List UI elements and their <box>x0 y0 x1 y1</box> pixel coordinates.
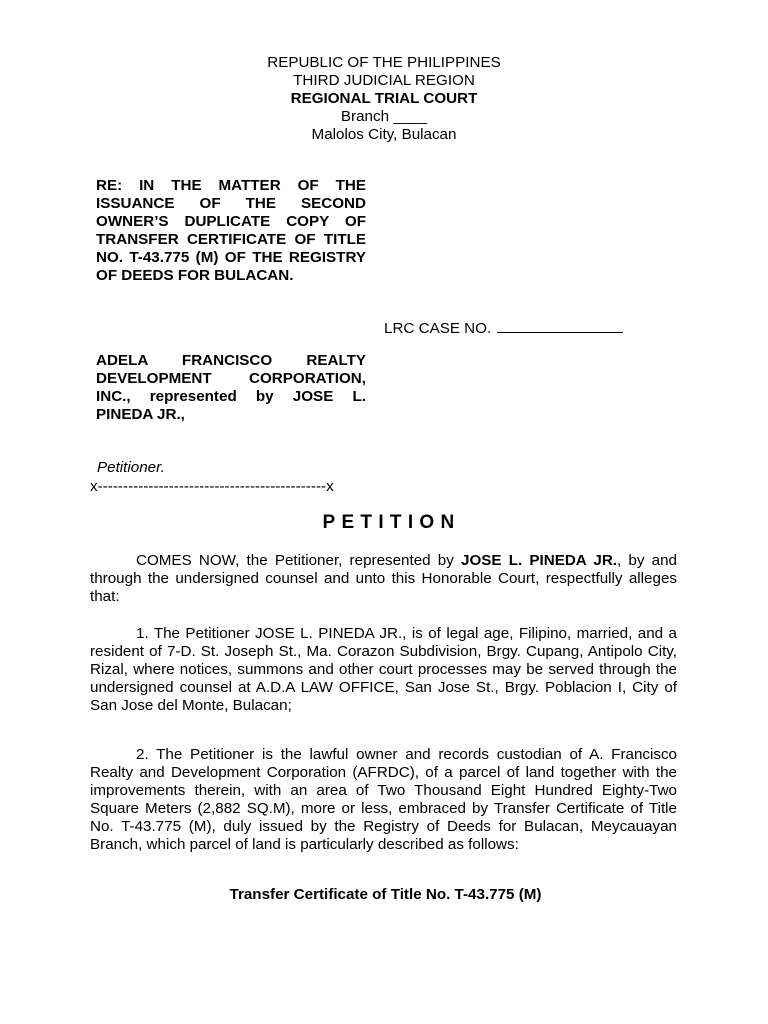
intro-lead: COMES NOW <box>136 552 236 569</box>
intro-name: JOSE L. PINEDA JR. <box>461 552 618 569</box>
tct-heading: Transfer Certificate of Title No. T-43.775 (M) <box>229 886 542 903</box>
header-city: Malolos City, Bulacan <box>311 126 457 143</box>
lrc-case-blank <box>497 318 623 333</box>
header-court: REGIONAL TRIAL COURT <box>290 90 478 107</box>
case-caption-re: RE: IN THE MATTER OF THE ISSUANCE OF THE SECOND OWNER’S DUPLICATE COPY OF TRANSFER CERTIFICATE OF TITLE NO. T-43.775 (M) OF THE REGISTRY OF DEEDS FOR BULACAN. <box>96 177 366 284</box>
petitioner-label: Petitioner. <box>97 459 165 476</box>
case-caption-party: ADELA FRANCISCO REALTY DEVELOPMENT CORPORATION, INC., represented by JOSE L. PINEDA JR., <box>96 352 366 423</box>
header-republic: REPUBLIC OF THE PHILIPPINES <box>267 54 501 71</box>
document-title: PETITION <box>322 512 461 533</box>
intro-part2: , by and through the undersigned counsel and unto this Honorable Court, respectfully alleges that: <box>90 552 677 606</box>
intro-part1: , the Petitioner, represented by <box>235 552 462 569</box>
header-region: THIRD JUDICIAL REGION <box>293 72 475 89</box>
court-header <box>0 54 768 144</box>
header-branch: Branch ____ <box>340 108 428 125</box>
paragraph-2 <box>90 746 677 855</box>
paragraph-1 <box>90 625 677 715</box>
caption-divider: x---------------------------------------------x <box>90 478 334 495</box>
lrc-case-number <box>384 318 623 337</box>
intro-paragraph <box>90 552 677 606</box>
lrc-case-label: LRC CASE NO. <box>384 320 492 337</box>
paragraph-1-text: 1. The Petitioner JOSE L. PINEDA JR., is of legal age, Filipino, married, and a resident of 7-D. St. Joseph St., Ma. Corazon Subdivision, Brgy. Cupang, Antipolo City, Rizal, where notices, summons and other court processes may be served through the undersigned counsel at A.D.A LAW OFFICE, San Jose St., Brgy. Poblacion I, City of San Jose del Monte, Bulacan; <box>90 625 677 715</box>
paragraph-2-text: 2. The Petitioner is the lawful owner and records custodian of A. Francisco Realty and Development Corporation (AFRDC), of a parcel of land together with the improvements therein, with an area of Two Thousand Eight Hundred Eighty-Two Square Meters (2,882 SQ.M), more or less, embraced by Transfer Certificate of Title No. T-43.775 (M), duly issued by the Registry of Deeds for Bulacan, Meycauayan Branch, which parcel of land is particularly described as follows: <box>90 746 677 854</box>
